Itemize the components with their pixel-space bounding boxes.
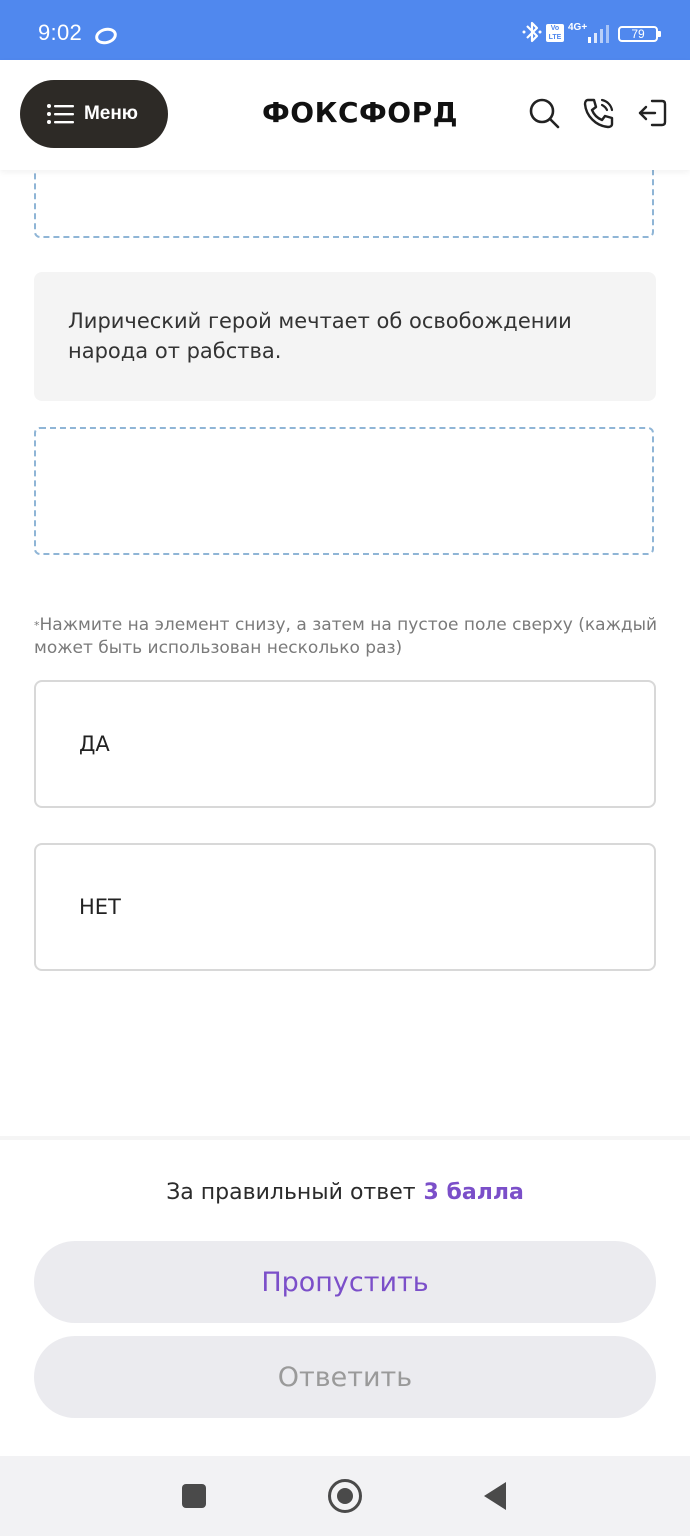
- status-bar: [0, 0, 690, 60]
- phone-icon[interactable]: [582, 96, 616, 130]
- recents-icon[interactable]: [182, 1484, 206, 1508]
- points-value: 3 балла: [423, 1180, 524, 1205]
- option-label: НЕТ: [79, 895, 121, 919]
- search-icon[interactable]: [527, 96, 561, 130]
- brand-logo[interactable]: ФОКСФОРД: [262, 96, 459, 129]
- hint-text: Нажмите на элемент снизу, а затем на пустое поле сверху (каждый может быть использован несколько раз): [34, 615, 658, 658]
- instruction-hint: [34, 614, 664, 660]
- back-icon[interactable]: [484, 1482, 506, 1510]
- answer-button[interactable]: Ответить: [34, 1336, 656, 1418]
- signal-icon: [586, 24, 610, 44]
- statement-card: [34, 272, 656, 401]
- system-nav-bar: [0, 1456, 690, 1536]
- menu-label: Меню: [83, 103, 139, 124]
- battery-indicator: 79: [618, 26, 658, 42]
- option-label: ДА: [79, 732, 110, 756]
- volte-icon: Vo LTE: [546, 24, 564, 42]
- sync-icon: [93, 25, 118, 46]
- statement-text: Лирический герой мечтает об освобождении народа от рабства.: [68, 309, 572, 363]
- status-time: 9:02: [38, 20, 83, 45]
- option-yes[interactable]: [34, 680, 656, 808]
- points-info: [0, 1180, 690, 1205]
- option-no[interactable]: [34, 843, 656, 971]
- app-header: [0, 60, 690, 170]
- logout-icon[interactable]: [636, 96, 670, 130]
- home-icon[interactable]: [328, 1479, 362, 1513]
- action-panel: [0, 1136, 690, 1456]
- bluetooth-icon: [522, 20, 542, 44]
- skip-button[interactable]: Пропустить: [34, 1241, 656, 1323]
- hint-asterisk: *: [34, 619, 40, 632]
- answer-dropzone[interactable]: [34, 427, 654, 555]
- menu-icon: [46, 103, 74, 125]
- network-type: 4G+: [568, 22, 588, 33]
- points-text: За правильный ответ: [166, 1180, 416, 1205]
- menu-button[interactable]: [20, 80, 168, 148]
